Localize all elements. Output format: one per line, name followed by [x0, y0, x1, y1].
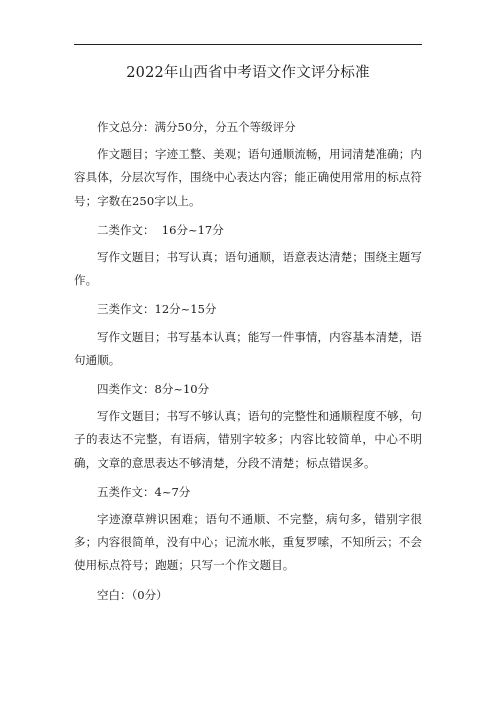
grade-3-description: 写作文题目；书写基本认真；能写一件事情，内容基本清楚，语句通顺。 — [74, 329, 422, 367]
grade-5-heading: 五类作文：4~7分 — [97, 484, 191, 499]
grade-5-description: 字迹潦草辨识困难；语句不通顺、不完整，病句多，错别字很多；内容很简单，没有中心；记流水帐，重复罗嗦，不知所云；不会使用标点符号；跑题；只写一个作文题目。 — [74, 512, 422, 573]
grade-1-description: 作文题目；字迹工整、美观；语句通顺流畅，用词清楚准确；内容具体，分层次写作，围绕中心表达内容；能正确使用常用的标点符号；字数在250字以上。 — [74, 147, 422, 208]
grade-2-heading: 二类作文： 16分~17分 — [97, 222, 224, 237]
grade-3-heading: 三类作文：12分~15分 — [97, 302, 217, 317]
total-score-line: 作文总分：满分50分，分五个等级评分 — [97, 120, 296, 134]
document-body — [74, 116, 422, 611]
header-rule — [74, 44, 422, 45]
grade-2-description: 写作文题目；书写认真；语句通顺，语意表达清楚；围绕主题写作。 — [74, 250, 422, 288]
blank-score-line: 空白：（0分） — [97, 587, 168, 602]
grade-4-description: 写作文题目；书写不够认真；语句的完整性和通顺程度不够，句子的表达不完整，有语病，错别字较多；内容比较简单，中心不明确，文章的意思表达不够清楚，分段不清楚；标点错误多。 — [74, 409, 422, 470]
grade-4-heading: 四类作文：8分~10分 — [97, 382, 210, 397]
document-title: 2022年山西省中考语文作文评分标准 — [126, 65, 370, 81]
